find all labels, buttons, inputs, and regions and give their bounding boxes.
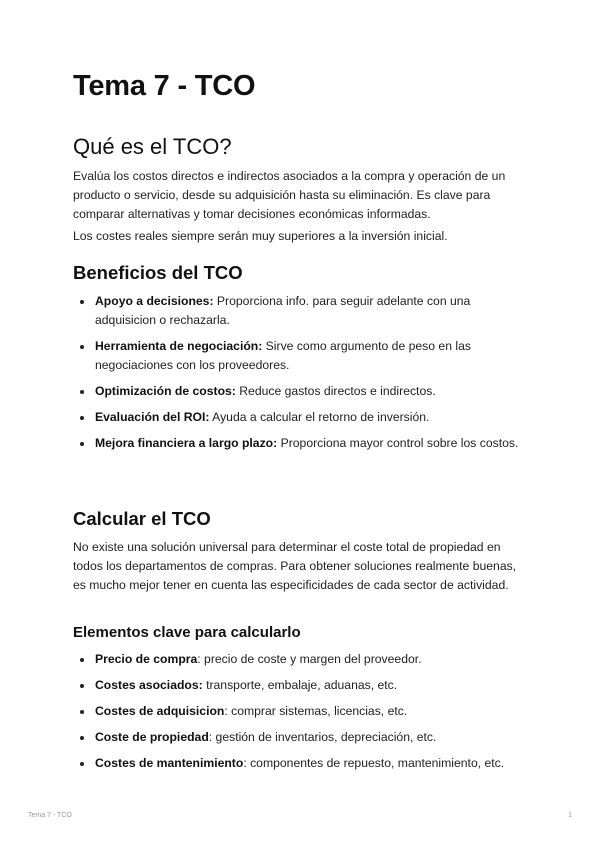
footer-title: Tema 7 - TCO [28,812,72,819]
list-item-text: Ayuda a calcular el retorno de inversión. [209,410,430,424]
footer-page-number: 1 [568,812,572,819]
list-item-text: Proporciona mayor control sobre los costos. [277,436,519,450]
page-title: Tema 7 - TCO [73,70,256,102]
list-item-term: Optimización de costos: [95,384,236,398]
list-item-term: Precio de compra [95,652,198,666]
intro-paragraph: Evalúa los costos directos e indirectos asociados a la compra y operación de un producto o servicio, desde su adquisición hasta su eliminación. Es clave para comparar alternativas y tomar decisiones económicas informadas. [73,169,506,221]
list-item-term: Costes asociados: [95,678,203,692]
list-item-text: : gestión de inventarios, depreciación, etc. [208,730,437,744]
list-item-text: : comprar sistemas, licencias, etc. [224,704,408,718]
list-item [73,676,533,695]
calculate-paragraph: No existe una solución universal para determinar el coste total de propiedad en todos los departamentos de compras. Para obtener soluciones realmente buenas, es mucho mejor tener en cuenta las especificidades de cada sector de actividad. [73,540,517,592]
list-item-term: Mejora financiera a largo plazo: [95,436,278,450]
section-heading-calculate: Calcular el TCO [73,508,211,529]
list-item-term: Costes de adquisicion [95,704,225,718]
list-item-term: Coste de propiedad [95,730,209,744]
real-costs-paragraph: Los costes reales siempre serán muy superiores a la inversión inicial. [73,229,448,243]
list-item [73,408,533,427]
section-heading-benefits: Beneficios del TCO [73,262,243,283]
list-item-text: : componentes de repuesto, mantenimiento, etc. [243,756,505,770]
list-item-text: Reduce gastos directos e indirectos. [235,384,436,398]
list-item-text: : precio de coste y margen del proveedor. [197,652,422,666]
key-elements-list [73,650,533,780]
list-item [73,434,533,453]
subheading-key-elements: Elementos clave para calcularlo [73,624,301,641]
list-item [73,702,533,721]
list-item [73,292,533,330]
list-item [73,754,533,773]
benefits-list [73,292,533,460]
section-heading-what-is-tco: Qué es el TCO? [73,134,232,159]
list-item-term: Apoyo a decisiones: [95,294,214,308]
list-item-text: transporte, embalaje, aduanas, etc. [202,678,398,692]
list-item [73,337,533,375]
list-item [73,728,533,747]
list-item [73,650,533,669]
list-item-term: Herramienta de negociación: [95,339,263,353]
list-item-term: Costes de mantenimiento [95,756,244,770]
list-item [73,382,533,401]
list-item-term: Evaluación del ROI: [95,410,210,424]
list-item-text: Proporciona info. para seguir adelante con una adquisicion o rechazarla. [95,294,471,327]
list-item-text: Sirve como argumento de peso en las negociaciones con los proveedores. [95,339,471,372]
